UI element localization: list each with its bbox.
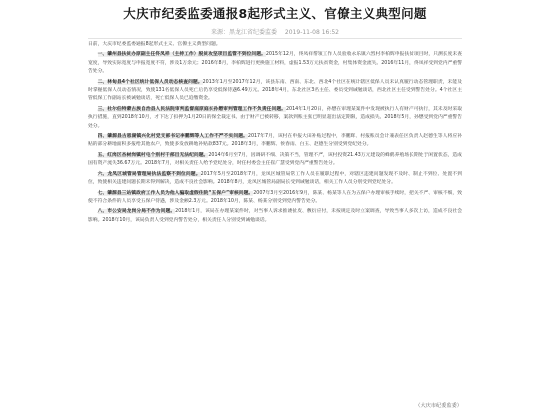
case-paragraph-3	[88, 106, 462, 131]
case-heading-7: 七、肇源县三站镇政府工作人员为他人骗取虚假住院“五保户”审核问题。	[97, 190, 254, 196]
article-meta	[0, 27, 550, 36]
article-footer-source: （大庆市纪委监委）	[415, 403, 462, 409]
case-paragraph-6	[88, 171, 462, 188]
case-heading-6: 六、龙凤区城管局管理局执法监察不到位问题。	[97, 171, 201, 177]
title-divider	[88, 38, 462, 39]
case-paragraph-5	[88, 152, 462, 169]
case-heading-4: 四、肇源县古恩湖镇兴化村党支部书记李鹏辉等人工作不严不实问题。	[97, 134, 248, 140]
case-body-8: 2018年1月，该局在办理某案件时，对当事人诉求推诿扯皮、敷衍应付，未按规定及时立案调查，导致当事人多次上访，造成不良社会影响。2018年10月，该局负责人受到党内警告处分，相关责任人分别受到诫勉谈话。	[88, 209, 462, 223]
case-paragraph-7	[88, 190, 462, 207]
article-title: 大庆市纪委监委通报8起形式主义、官僚主义典型问题	[123, 6, 427, 21]
article-body	[88, 41, 462, 227]
article-lead: 日前，大庆市纪委监委通报8起形式主义、官僚主义典型问题。	[88, 42, 221, 47]
case-heading-5: 五、红岗区杏树岗镇村屯个别村干部目无法纪问题。	[97, 152, 209, 158]
case-body-3: 2014年1月20日，孙懋在审理某案件中发现被执行人有财产可执行，其未及时采取执行措施，直到2018年10月，才下达了扣押为1月20日的保全裁定书。由于财产已被转移，案款到账主张已明显超出法定期限，造成损失。2018年5月，孙懋受到党内严重警告处分。	[88, 106, 462, 129]
case-paragraph-8	[88, 208, 462, 225]
case-paragraph-2	[88, 79, 462, 104]
case-heading-1: 一、肇州县扶贫办原副主任佟凤祥（主持工作）脱贫攻坚项目监管不到位问题。	[97, 52, 266, 58]
case-body-1: 2015年12月，佟凤祥帮领工作人员验收永乐镇六烈村李柏辉申报扶贫项目时，只测长度未查宽度，导致实际宽度与申报宽度不符，涉及1万余元；2016年8月，李柏辉进行更换施工材料，虚报1.53万元扶贫资金，村集体资金流失。2016年11月，佟凤祥受到党内严重警告处分。	[88, 52, 462, 75]
case-body-5: 2014年6月至7月，因调研不细、决策不当，管理不严，该村投资21.43万元建设的蜂鹤养殖场长期处于闲置状态，造成国有资产流失36.67万元。2018年7月，对相关责任人给予党纪处分，时任村委会主任崔广慧受到党内严重警告处分。	[88, 152, 462, 167]
article-date: 2019-11-08 16:52	[284, 29, 339, 36]
case-body-4: 2017年7月，该村在申报大田补贴过程中，李鹏辉、村报账员会计兼表任区负责人赵德生等人将应补贴的部分耕地面积多报给其他农户，致使多发放耕地补贴款837元。2018年3月，李鹏辉、侯春雨、白玉、赵德生分别受到党纪处分。	[88, 134, 462, 148]
case-heading-3: 三、杜尔伯特蒙古族自治县人民法院审判监督庭原庭长孙懋审判管理工作不负责任问题。	[97, 106, 286, 112]
case-heading-2: 二、林甸县4个社区统计低保人员动态核查问题。	[97, 79, 203, 85]
case-body-7: 2007年3月至2016年9月，陈某、杨某等人在为五保户办理审核手续时，把关不严、审核不细，致使不符合条件的人员享受五保户待遇，涉及金额2.3万元。2018年10月，陈某、杨某分别受到党内警告处分。	[88, 190, 462, 204]
case-paragraph-4	[88, 133, 462, 150]
case-body-2: 2013年1月至2017年12月，该县东南、西南、东北、西北4个社区在统计辖区低保人员未认真履行动态管理职责，未能及时掌握低保人员动态情况，致使131名低保人员死亡后仍享受低保待遇6.49万元。2018年4月，东北社区3名主任、委员受到诫勉谈话，西北社区主任受到警告处分。4个社区主管低保工作副站长被诫勉谈话，死亡低保人员已追缴资金。	[88, 79, 462, 102]
case-body-6: 2017年5月至2018年7月，龙凤区城管局常工作人员在履职过程中，对辖区违建问题发现不及时、制止不到位、处置不到位，致使相关违建问题长期未得到解决，造成不良社会影响。2018年8月，龙凤区城管局副局长受到诫勉谈话，相关工作人员分别受到党纪处分。	[88, 171, 462, 186]
article-source: 来源：黑龙江省纪委监委	[210, 29, 277, 36]
case-paragraph-1	[88, 51, 462, 76]
case-heading-8: 八、市公安局龙岗分局不作为问题。	[97, 209, 176, 215]
